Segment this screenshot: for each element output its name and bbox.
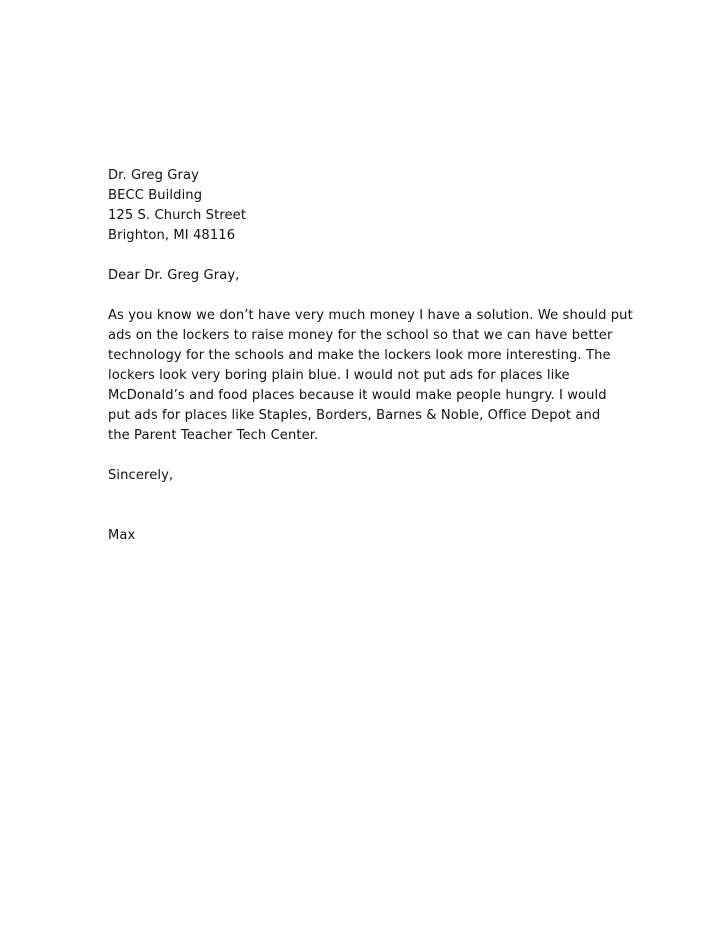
signature-spacer bbox=[108, 486, 628, 526]
body-line: As you know we don’t have very much money I have a solution. We should put bbox=[108, 308, 633, 323]
letter-content bbox=[108, 166, 633, 546]
body-line: put ads for places like Staples, Borders, Barnes & Noble, Office Depot and bbox=[108, 408, 601, 423]
signature-name: Max bbox=[108, 528, 136, 543]
body-line: the Parent Teacher Tech Center. bbox=[108, 428, 319, 443]
paragraph-spacer bbox=[108, 446, 628, 466]
recipient-city-state-zip: Brighton, MI 48116 bbox=[108, 228, 236, 243]
letter-body bbox=[108, 306, 633, 446]
recipient-street: 125 S. Church Street bbox=[108, 208, 247, 223]
body-line: ads on the lockers to raise money for the school so that we can have better bbox=[108, 328, 613, 343]
paragraph-spacer bbox=[108, 286, 628, 306]
recipient-building: BECC Building bbox=[108, 188, 203, 203]
recipient-address bbox=[108, 166, 628, 246]
salutation: Dear Dr. Greg Gray, bbox=[108, 268, 240, 283]
paragraph-spacer bbox=[108, 246, 628, 266]
closing: Sincerely, bbox=[108, 468, 174, 483]
body-line: McDonald’s and food places because it would make people hungry. I would bbox=[108, 388, 607, 403]
body-line: lockers look very boring plain blue. I would not put ads for places like bbox=[108, 368, 570, 383]
recipient-name: Dr. Greg Gray bbox=[108, 168, 199, 183]
body-line: technology for the schools and make the lockers look more interesting. The bbox=[108, 348, 611, 363]
